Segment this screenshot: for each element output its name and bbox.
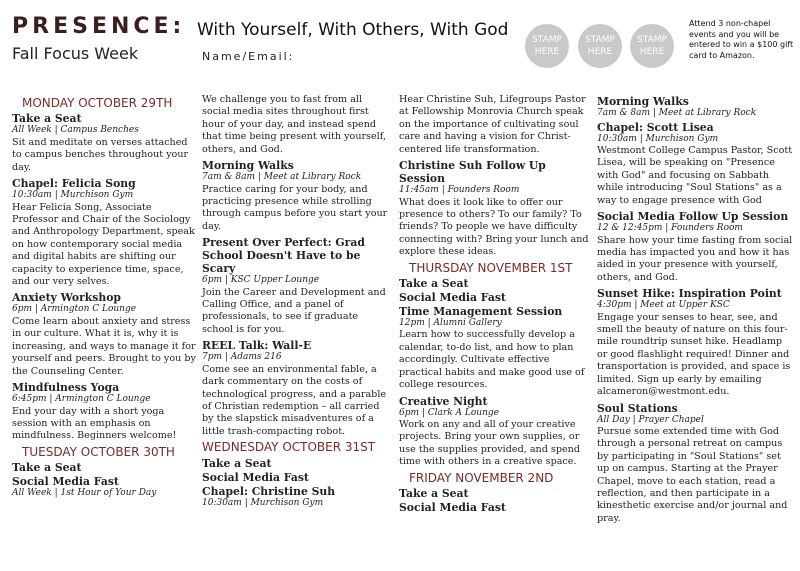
event-title: Mindfulness Yoga bbox=[12, 381, 120, 394]
event-description: Hear Felicia Song, Associate Professor and Chair of the Sociology and Anthropology Department, speak on how contemporary social media and digital habits are shifting our capacity to experience time, space, and our very selves. bbox=[12, 201, 195, 288]
day-heading-friday: FRIDAY NOVEMBER 2ND bbox=[409, 470, 554, 485]
event-title: Chapel: Felicia Song bbox=[12, 177, 136, 191]
event-title: Time Management Session bbox=[399, 304, 563, 318]
day-heading-monday: MONDAY OCTOBER 29TH bbox=[22, 96, 173, 110]
promo-text: Attend 3 non-chapel events and you will be entered to win a $100 gift card to Amazon. bbox=[689, 19, 794, 60]
event-meta: 10:30am | Murchison Gym bbox=[202, 497, 324, 508]
event-title: Sunset Hike: Inspiration Point bbox=[597, 287, 782, 301]
event-title: Take a Seat bbox=[12, 461, 82, 475]
event-title: Morning Walks bbox=[597, 95, 689, 108]
event-description: Join the Career and Development and Calling Office, and a panel of professionals, to see if graduate school is for you. bbox=[202, 286, 386, 335]
event-title: Soul Stations bbox=[597, 401, 678, 415]
event-title: Social Media Fast bbox=[399, 501, 506, 515]
page-subtitle: Fall Focus Week bbox=[12, 44, 139, 63]
event-description: What does it look like to offer our presence to others? To our family? To friends? To people we have difficulty connecting with? Bring your lunch and explore these ideas. bbox=[399, 196, 589, 258]
event-description: Work on any and all of your creative projects. Bring your own supplies, or use the supplies provided, and spend time with others in a creative space. bbox=[399, 419, 580, 468]
event-meta: 6pm | Clark A Lounge bbox=[399, 407, 499, 418]
event-title: Anxiety Workshop bbox=[12, 291, 121, 305]
event-description: Hear Christine Suh, Lifegroups Pastor at Fellowship Monrovia Church speak on the importance of cultivating soul care and having a vision for Christ-centered life transformation. bbox=[399, 94, 586, 155]
event-meta: 6pm | KSC Upper Lounge bbox=[202, 275, 320, 286]
event-title: Creative Night bbox=[399, 394, 488, 408]
day-heading-wednesday: WEDNESDAY OCTOBER 31ST bbox=[202, 440, 376, 455]
column-1 bbox=[12, 94, 198, 500]
event-description: We challenge you to fast from all social media sites throughout first hour of your day, and instead spend that time being present with yourself, others, and God. bbox=[202, 94, 387, 155]
event-meta: All Week | 1st Hour of Your Day bbox=[12, 488, 157, 499]
stamp-circle bbox=[525, 24, 569, 68]
page-title: PRESENCE: bbox=[12, 14, 186, 39]
stamp-circle bbox=[630, 24, 674, 68]
event-title: Social Media Fast bbox=[202, 470, 309, 484]
day-heading-thursday: THURSDAY NOVEMBER 1ST bbox=[409, 260, 573, 275]
event-title: Social Media Fast bbox=[399, 290, 506, 304]
event-meta: 11:45am | Founders Room bbox=[399, 185, 520, 196]
event-title: Take a Seat bbox=[399, 487, 469, 501]
event-description: Pursue some extended time with God through a personal retreat on campus by participating in "Soul Stations" set up on campus. Starting at the Prayer Chapel, move to each station, read a reflection, and then participate in a kinesthetic exercise and/or journal and pray. bbox=[597, 426, 788, 524]
event-meta: 4:30pm | Meet at Upper KSC bbox=[597, 300, 730, 311]
event-meta: 12pm | Alumni Gallery bbox=[399, 317, 502, 328]
tagline: With Yourself, With Others, With God bbox=[197, 20, 509, 40]
stamp-label: STAMP HERE bbox=[637, 35, 667, 57]
event-meta: 7am & 8am | Meet at Library Rock bbox=[202, 172, 362, 183]
event-description: Come see an environmental fable, a dark commentary on the costs of technological progress, and a parable of Christian redemption – all carried by the slapstick misadventures of a little trash-compacting robot. bbox=[202, 363, 387, 437]
event-title: Chapel: Scott Lisea bbox=[597, 120, 714, 134]
event-title: Chapel: Christine Suh bbox=[202, 484, 336, 498]
event-title: Christine Suh Follow Up Session bbox=[399, 159, 546, 186]
event-description: Practice caring for your body, and practicing presence while strolling through campus before you start your day. bbox=[202, 183, 388, 232]
event-meta: All Week | Campus Benches bbox=[12, 125, 139, 136]
event-meta: 6:45pm | Armington C Lounge bbox=[12, 394, 151, 404]
column-4 bbox=[597, 94, 793, 528]
event-title: Morning Walks bbox=[202, 159, 294, 173]
event-title: Present Over Perfect: Grad School Doesn't Have to be Scary bbox=[202, 236, 365, 276]
column-3 bbox=[399, 94, 589, 514]
event-description: Share how your time fasting from social media has impacted you and how it has aided in your presence with yourself, others, and God. bbox=[597, 234, 793, 283]
event-meta: 6pm | Armington C Lounge bbox=[12, 304, 137, 315]
event-title: Take a Seat bbox=[202, 456, 272, 470]
event-title: Social Media Follow Up Session bbox=[597, 210, 789, 224]
stamp-label: STAMP HERE bbox=[585, 35, 615, 57]
name-email-label: Name/Email: bbox=[202, 50, 295, 63]
event-description: Westmont College Campus Pastor, Scott Lisea, will be speaking on "Presence with God" and focusing on Sabbath while introducing "Soul Stations" as a way to engage presence with God bbox=[597, 145, 793, 206]
event-meta: 10:30am | Murchison Gym bbox=[12, 190, 134, 201]
event-title: Take a Seat bbox=[12, 112, 82, 126]
event-description: End your day with a short yoga session with an emphasis on mindfulness. Beginners welcome! bbox=[12, 405, 177, 442]
event-meta: 7am & 8am | Meet at Library Rock bbox=[597, 108, 757, 118]
stamp-label: STAMP HERE bbox=[532, 35, 562, 57]
event-title: Social Media Fast bbox=[12, 475, 119, 489]
event-description: Come learn about anxiety and stress in our culture. What it is, why it is increasing, and ways to manage it for yourself and peers. Brought to you by the Counseling Center. bbox=[12, 315, 196, 377]
event-title: Take a Seat bbox=[399, 276, 469, 290]
event-meta: 7pm | Adams 216 bbox=[202, 352, 282, 363]
event-meta: 10:30am | Murchison Gym bbox=[597, 133, 719, 144]
event-description: Learn how to successfully develop a calendar, to-do list, and how to plan accordingly. Cultivate effective practical habits and make good use of college resources. bbox=[399, 329, 585, 391]
event-description: Engage your senses to hear, see, and smell the beauty of nature on this four-mile roundtrip sunset hike. Headlamp or good flashlight required! Dinner and transportation is provided, and space is limited. Sign up early by emailing alcameron@westmont.edu. bbox=[597, 311, 791, 398]
event-meta: 12 & 12:45pm | Founders Room bbox=[597, 223, 743, 234]
event-meta: All Day | Prayer Chapel bbox=[597, 414, 704, 425]
event-title: REEL Talk: Wall-E bbox=[202, 339, 312, 353]
stamp-circle bbox=[578, 24, 622, 68]
day-heading-tuesday: TUESDAY OCTOBER 30TH bbox=[22, 444, 175, 459]
event-description: Sit and meditate on verses attached to campus benches throughout your day. bbox=[12, 136, 189, 173]
column-2 bbox=[202, 94, 388, 509]
